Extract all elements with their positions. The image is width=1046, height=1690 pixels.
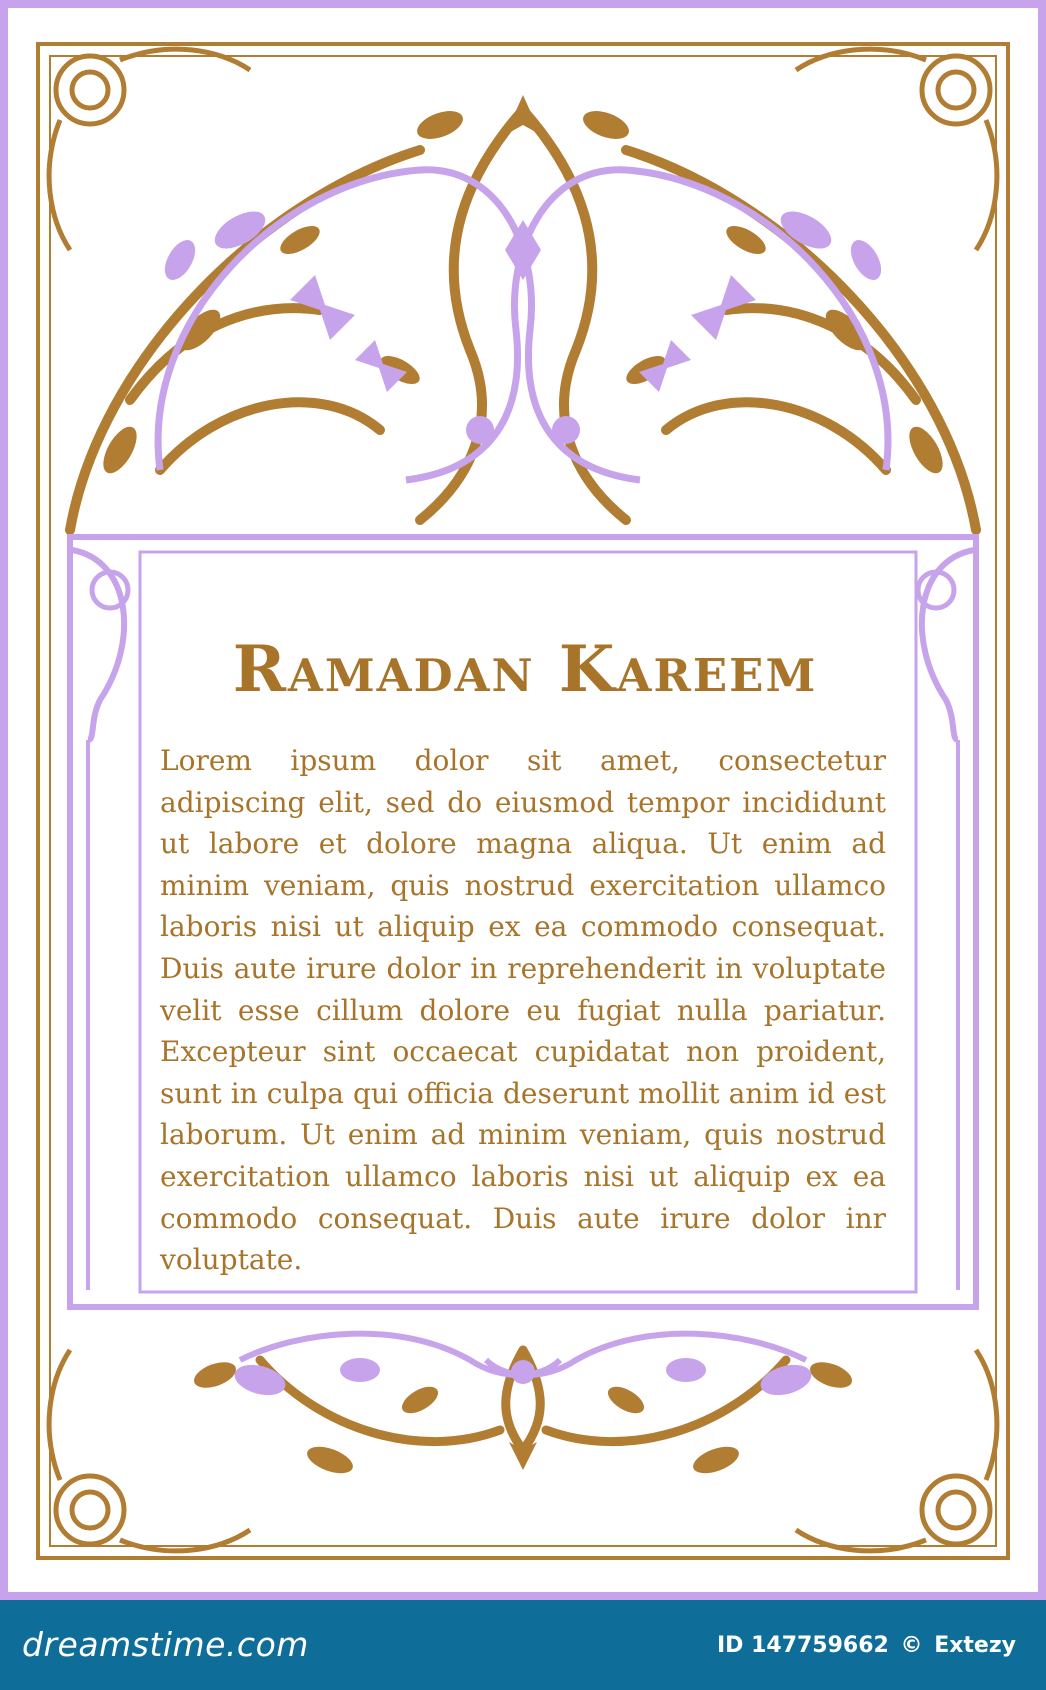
bottom-lilac-flowers: [231, 1358, 814, 1400]
copyright-icon: ©: [900, 1633, 923, 1658]
card-body-text: Lorem ipsum dolor sit amet, consectetur adipiscing elit, sed do eiusmod tempor incididunt ut labore et dolore magna aliqua. Ut enim ad minim veniam, quis nostrud exercitation ullamco laboris nisi ut aliquip ex ea commodo consequat. Duis aute irure dolor in reprehenderit in voluptate velit esse cillum dolore eu fugiat nulla pariatur. Excepteur sint occaecat cupidatat non proident, sunt in culpa qui officia deserunt mollit anim id est laborum. Ut enim ad minim veniam, quis nostrud exercitation ullamco laboris nisi ut aliquip ex ea commodo consequat. Duis aute irure dolor inr voluptate.: [160, 744, 886, 1277]
corner-ornament-top-right: [796, 49, 997, 250]
image-credit: [713, 1628, 1016, 1664]
corner-ornament-top-left: [49, 49, 250, 250]
image-id: ID 147759662: [716, 1633, 889, 1658]
card-title: Ramadan Kareem: [232, 632, 818, 707]
top-lilac-arcs: [158, 170, 888, 480]
stock-footer-bar: [0, 1600, 1046, 1690]
author-name[interactable]: Extezy: [934, 1633, 1016, 1658]
site-logo[interactable]: dreamstime.com: [22, 1625, 309, 1664]
